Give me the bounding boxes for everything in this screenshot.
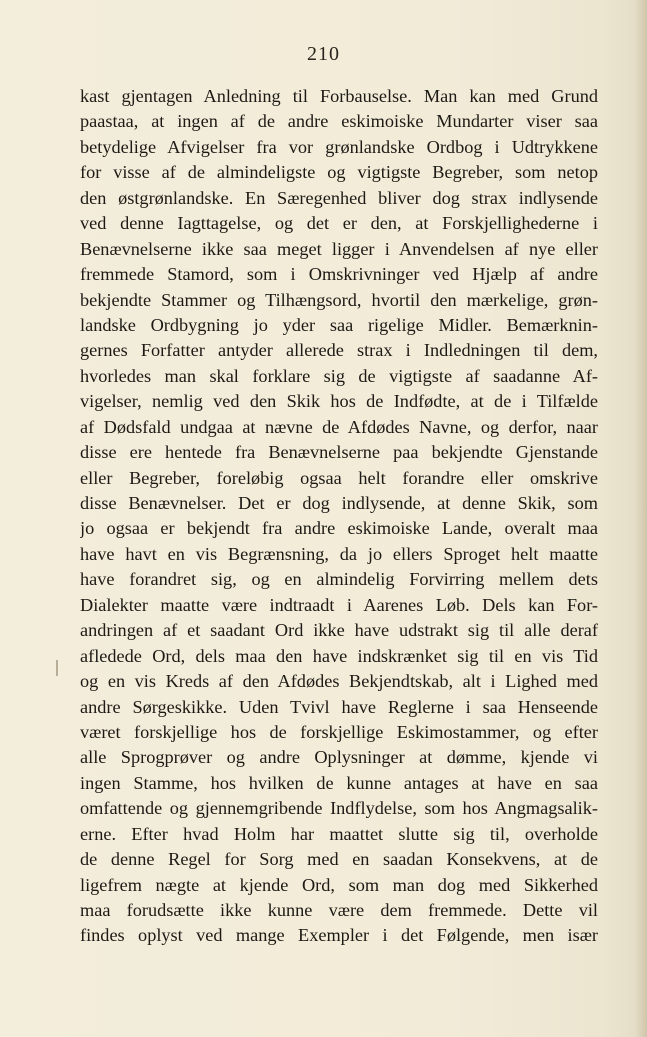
text-line: ligefrem nægte at kjende Ord, som man dog med Sikkerhed (80, 874, 598, 895)
text-line: hvorledes man skal forklare sig de vigtigste af saadanne Af- (80, 365, 598, 386)
text-line: disse ere hentede fra Benævnelserne paa bekjendte Gjenstande (80, 442, 598, 463)
text-line: ingen Stamme, hos hvilken de kunne antages at have en saa (80, 772, 598, 793)
text-line: gernes Forfatter antyder allerede strax i Indledningen til dem, (80, 340, 598, 361)
text-line: vigelser, nemlig ved den Skik hos de Indfødte, at de i Tilfælde (80, 391, 598, 412)
text-line: Dialekter maatte være indtraadt i Aarenes Løb. Dels kan For- (80, 594, 598, 615)
text-line: andringen af et saadant Ord ikke have udstrakt sig til alle deraf (80, 620, 598, 641)
text-line: disse Benævnelser. Det er dog indlysende, at denne Skik, som (80, 493, 598, 513)
text-line: den østgrønlandske. En Særegenhed bliver dog strax indlysende (80, 187, 598, 208)
text-line: eller Begreber, foreløbig ogsaa helt forandre eller omskrive (80, 467, 598, 488)
text-line: været forskjellige hos de forskjellige Eskimostammer, og efter (80, 721, 598, 742)
text-line: maa forudsætte ikke kunne være dem fremmede. Dette vil (80, 900, 598, 920)
text-line: erne. Efter hvad Holm har maattet slutte sig til, overholde (80, 823, 598, 844)
text-line: findes oplyst ved mange Exempler i det Følgende, men især (80, 925, 598, 946)
text-line: for visse af de almindeligste og vigtigste Begreber, som netop (80, 162, 598, 183)
text-line: kast gjentagen Anledning til Forbauselse. Man kan med Grund (80, 86, 598, 106)
text-line: ved denne Iagttagelse, og det er den, at Forskjellighederne i (80, 213, 598, 234)
text-line: og en vis Kreds af den Afdødes Bekjendtskab, alt i Lighed med (80, 671, 598, 692)
text-line: landske Ordbygning jo yder saa rigelige Midler. Bemærknin- (80, 314, 598, 335)
text-line: de denne Regel for Sorg med en saadan Konsekvens, at de (80, 849, 598, 870)
text-line: Benævnelserne ikke saa meget ligger i Anvendelsen af nye eller (80, 238, 598, 259)
margin-mark (56, 660, 58, 676)
text-line: bekjendte Stammer og Tilhængsord, hvortil den mærkelige, grøn- (80, 289, 598, 310)
text-line: omfattende og gjennemgribende Indflydelse, som hos Angmagsalik- (80, 798, 598, 819)
text-line: betydelige Afvigelser fra vor grønlandske Ordbog i Udtrykkene (80, 136, 598, 157)
page-edge-shadow (635, 0, 647, 1037)
page-number: 210 (307, 43, 340, 65)
text-line: have havt en vis Begrænsning, da jo ellers Sproget helt maatte (80, 543, 598, 564)
text-line: af Dødsfald undgaa at nævne de Afdødes Navne, og derfor, naar (80, 416, 598, 437)
text-line: afledede Ord, dels maa den have indskrænket sig til en vis Tid (80, 645, 598, 666)
text-line: have forandret sig, og en almindelig Forvirring mellem dets (80, 569, 598, 590)
text-line: paastaa, at ingen af de andre eskimoiske Mundarter viser saa (80, 111, 598, 132)
text-line: andre Sørgeskikke. Uden Tvivl have Reglerne i saa Henseende (80, 696, 598, 717)
text-line: alle Sprogprøver og andre Oplysninger at dømme, kjende vi (80, 747, 598, 768)
text-line: jo ogsaa er bekjendt fra andre eskimoiske Lande, overalt maa (80, 518, 598, 539)
text-line: fremmede Stamord, som i Omskrivninger ved Hjælp af andre (80, 264, 598, 285)
body-text (80, 84, 598, 949)
